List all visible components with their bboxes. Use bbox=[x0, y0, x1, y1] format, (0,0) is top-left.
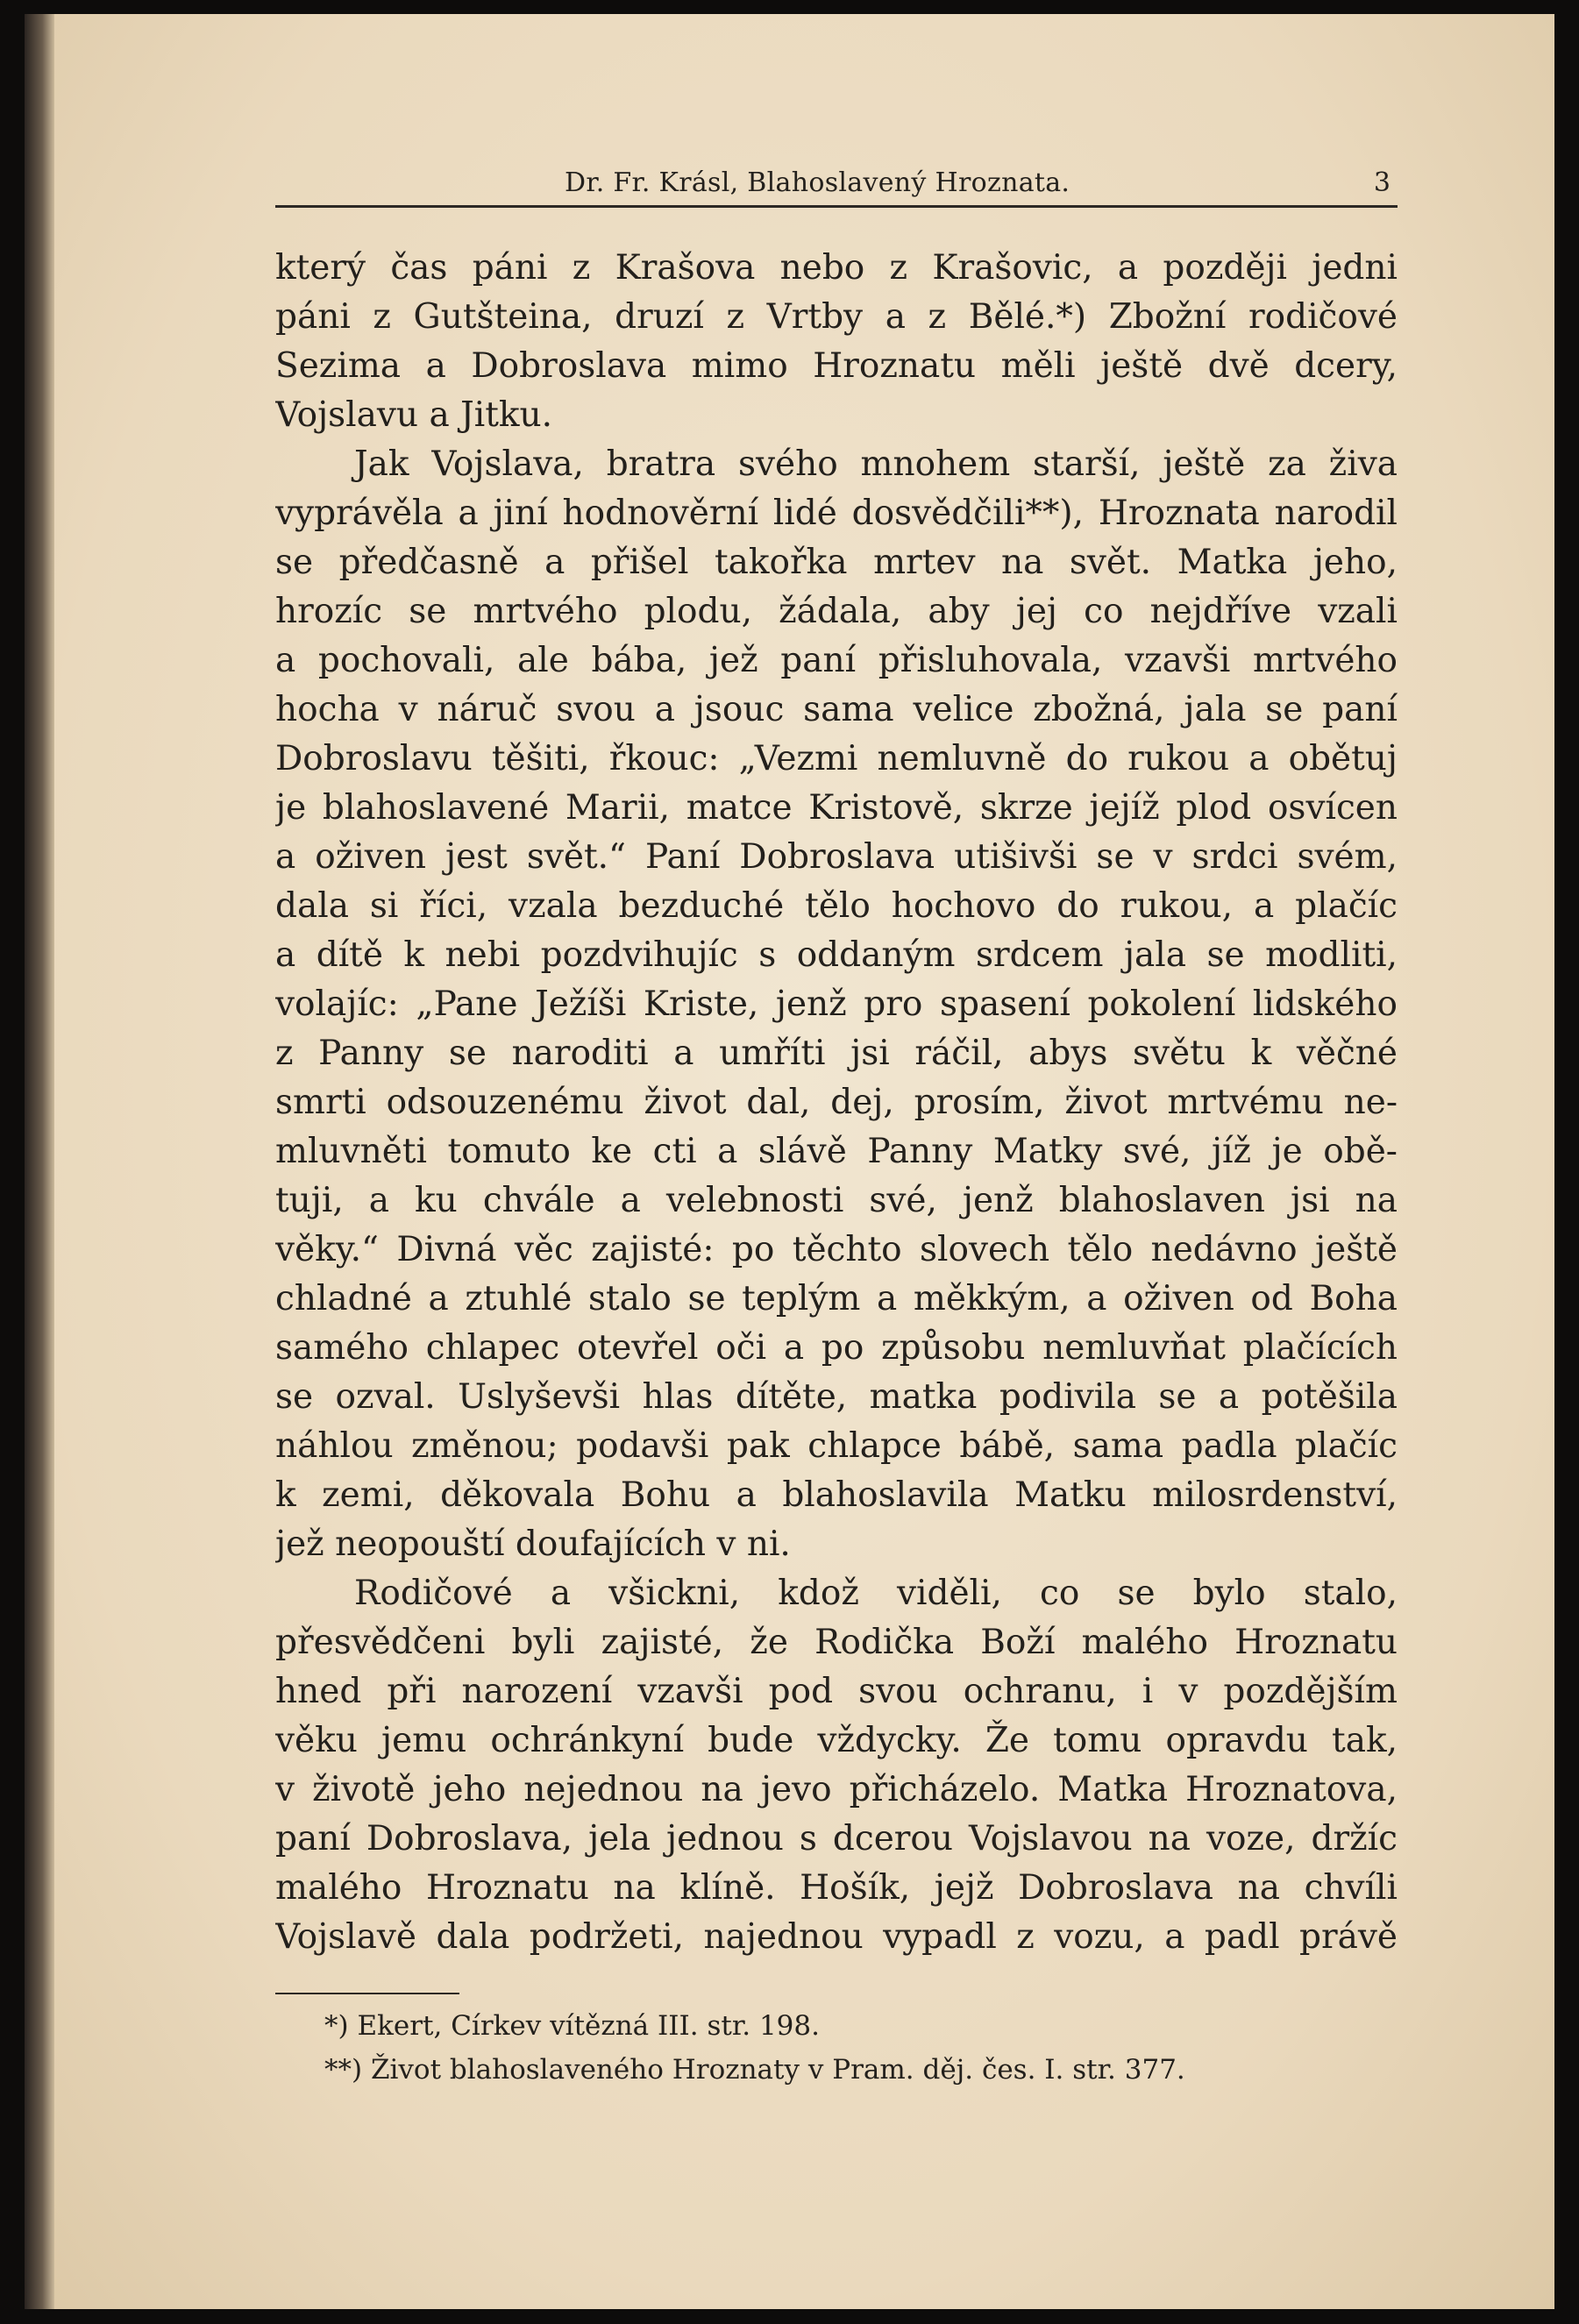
text-line: mluvněti tomuto ke cti a slávě Panny Matky své, jíž je obě- bbox=[275, 1132, 1398, 1171]
text-line: tuji, a ku chvále a velebnosti své, jenž blahoslaven jsi na bbox=[275, 1181, 1398, 1220]
page-number: 3 bbox=[1373, 167, 1391, 198]
text-line: z Panny se naroditi a umříti jsi ráčil, abys světu k věčné bbox=[275, 1034, 1398, 1073]
text-line: Vojslavě dala podržeti, najednou vypadl z vozu, a padl právě bbox=[275, 1917, 1398, 1957]
text-line: přesvědčeni byli zajisté, že Rodička Boží malého Hroznatu bbox=[275, 1623, 1398, 1662]
text-line: a pochovali, ale bába, jež paní přisluhovala, vzavši mrtvého bbox=[275, 641, 1398, 680]
text-line: Sezima a Dobroslava mimo Hroznatu měli ještě dvě dcery, bbox=[275, 346, 1398, 386]
footnote: *) Ekert, Církev vítězná III. str. 198. bbox=[324, 2010, 820, 2042]
text-line: volajíc: „Pane Ježíši Kriste, jenž pro spasení pokolení lidského bbox=[275, 984, 1398, 1024]
text-line: vyprávěla a jiní hodnověrní lidé dosvědčili**), Hroznata narodil bbox=[275, 494, 1398, 533]
header-rule bbox=[275, 205, 1398, 208]
text-line: se ozval. Uslyševši hlas dítěte, matka podivila se a potěšila bbox=[275, 1377, 1398, 1417]
text-line: a oživen jest svět.“ Paní Dobroslava utišivši se v srdci svém, bbox=[275, 837, 1398, 877]
text-line: páni z Gutšteina, druzí z Vrtby a z Bělé.*) Zbožní rodičové bbox=[275, 297, 1398, 337]
footnote-rule bbox=[275, 1993, 459, 1994]
text-line: dala si říci, vzala bezduché tělo hochovo do rukou, a plačíc bbox=[275, 886, 1398, 926]
text-line: paní Dobroslava, jela jednou s dcerou Vojslavou na voze, držíc bbox=[275, 1819, 1398, 1858]
text-line: hned při narození vzavši pod svou ochranu, i v pozdějším bbox=[275, 1672, 1398, 1711]
text-line: věky.“ Divná věc zajisté: po těchto slovech tělo nedávno ještě bbox=[275, 1230, 1398, 1269]
book-binding-edge bbox=[25, 14, 54, 2309]
text-line: Vojslavu a Jitku. bbox=[275, 395, 553, 435]
text-line: Dobroslavu těšiti, řkouc: „Vezmi nemluvně do rukou a obětuj bbox=[275, 739, 1398, 778]
text-line: a dítě k nebi pozdvihujíc s oddaným srdcem jala se modliti, bbox=[275, 935, 1398, 975]
running-title: Dr. Fr. Krásl, Blahoslavený Hroznata. bbox=[565, 167, 1070, 198]
text-line: jež neopouští doufajících v ni. bbox=[275, 1524, 791, 1564]
text-line: malého Hroznatu na klíně. Hošík, jejž Dobroslava na chvíli bbox=[275, 1868, 1398, 1908]
text-line: smrti odsouzenému život dal, dej, prosím, život mrtvému ne- bbox=[275, 1083, 1398, 1122]
running-head bbox=[275, 163, 1398, 203]
text-line: je blahoslavené Marii, matce Kristově, skrze jejíž plod osvícen bbox=[275, 788, 1398, 828]
footnotes bbox=[324, 2004, 1359, 2092]
text-line: Jak Vojslava, bratra svého mnohem starší, ještě za živa bbox=[354, 444, 1398, 484]
text-line: se předčasně a přišel takořka mrtev na svět. Matka jeho, bbox=[275, 543, 1398, 582]
text-line: k zemi, děkovala Bohu a blahoslavila Matku milosrdenství, bbox=[275, 1475, 1398, 1515]
text-line: hrozíc se mrtvého plodu, žádala, aby jej co nejdříve vzali bbox=[275, 592, 1398, 631]
body-text bbox=[275, 244, 1398, 1962]
text-line: hocha v náruč svou a jsouc sama velice zbožná, jala se paní bbox=[275, 690, 1398, 729]
text-line: náhlou změnou; podavši pak chlapce bábě, sama padla plačíc bbox=[275, 1426, 1398, 1466]
text-line: v životě jeho nejednou na jevo přicházelo. Matka Hroznatova, bbox=[275, 1770, 1398, 1809]
scanned-page bbox=[25, 14, 1554, 2309]
footnote: **) Život blahoslaveného Hroznaty v Pram. děj. čes. I. str. 377. bbox=[324, 2054, 1185, 2086]
text-line: Rodičové a všickni, kdož viděli, co se bylo stalo, bbox=[354, 1574, 1398, 1613]
text-line: chladné a ztuhlé stalo se teplým a měkkým, a oživen od Boha bbox=[275, 1279, 1398, 1318]
text-line: který čas páni z Krašova nebo z Krašovic, a později jedni bbox=[275, 248, 1398, 288]
text-line: samého chlapec otevřel oči a po způsobu nemluvňat plačících bbox=[275, 1328, 1398, 1368]
text-line: věku jemu ochránkyní bude vždycky. Že tomu opravdu tak, bbox=[275, 1721, 1398, 1760]
